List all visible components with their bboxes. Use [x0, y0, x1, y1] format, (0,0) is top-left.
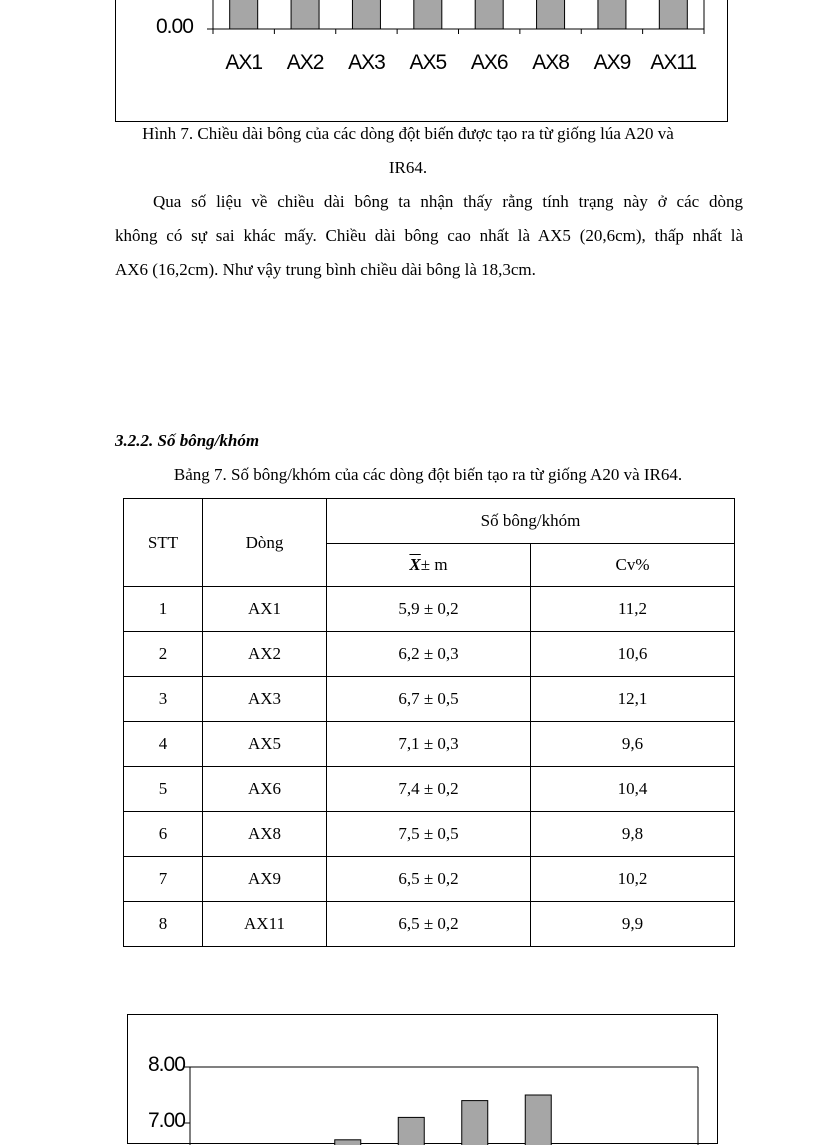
cell-cv: 9,6	[531, 722, 735, 767]
cell-stt: 4	[124, 722, 203, 767]
cell-mean: 6,7 ± 0,5	[327, 677, 531, 722]
x-tick-label: AX8	[532, 51, 569, 74]
cell-cv: 12,1	[531, 677, 735, 722]
x-tick-label: AX2	[286, 51, 324, 74]
bar	[414, 0, 442, 29]
x-tick-label: AX3	[348, 51, 385, 74]
figure-caption-line2: IR64.	[388, 158, 428, 177]
y-tick-label: 7.00	[148, 1109, 185, 1132]
cell-cv: 9,8	[531, 812, 735, 857]
figure-caption-line1: Hình 7. Chiều dài bông của các dòng đột biến được tạo ra từ giống lúa A20 và	[142, 124, 674, 143]
table-row	[124, 902, 735, 947]
table-row	[124, 587, 735, 632]
x-tick-label: AX5	[409, 51, 447, 74]
bar	[598, 0, 626, 29]
cell-stt: 7	[124, 857, 203, 902]
bar	[475, 0, 503, 29]
chart-plant-panicle-length	[115, 0, 728, 122]
chart-panicles-per-hill	[127, 1014, 718, 1144]
cell-dong: AX2	[203, 632, 327, 677]
cell-dong: AX8	[203, 812, 327, 857]
cell-stt: 3	[124, 677, 203, 722]
cell-cv: 11,2	[531, 587, 735, 632]
cell-dong: AX9	[203, 857, 327, 902]
cell-stt: 5	[124, 767, 203, 812]
header-cv: Cv%	[531, 544, 735, 587]
cell-mean: 6,2 ± 0,3	[327, 632, 531, 677]
x-tick-label: AX6	[470, 51, 508, 74]
paragraph-line1: Qua số liệu về chiều dài bông ta nhận thấy rằng tính trạng này ở các dòng	[153, 192, 743, 211]
cell-mean: 7,5 ± 0,5	[327, 812, 531, 857]
cell-mean: 7,4 ± 0,2	[327, 767, 531, 812]
bar	[230, 0, 258, 29]
cell-dong: AX1	[203, 587, 327, 632]
cell-cv: 9,9	[531, 902, 735, 947]
cell-stt: 6	[124, 812, 203, 857]
cell-dong: AX6	[203, 767, 327, 812]
table-row	[124, 767, 735, 812]
table-row	[124, 857, 735, 902]
x-tick-label: AX9	[593, 51, 631, 74]
cell-mean: 5,9 ± 0,2	[327, 587, 531, 632]
x-tick-label: AX11	[650, 51, 697, 74]
cell-stt: 2	[124, 632, 203, 677]
bar	[291, 0, 319, 29]
table-caption: Bảng 7. Số bông/khóm của các dòng đột biến tạo ra từ giống A20 và IR64.	[173, 465, 683, 484]
bar	[352, 0, 380, 29]
cell-stt: 8	[124, 902, 203, 947]
header-group: Số bông/khóm	[327, 499, 735, 544]
paragraph-line2: không có sự sai khác mấy. Chiều dài bông cao nhất là AX5 (20,6cm), thấp nhất là	[115, 226, 743, 245]
table-row	[124, 722, 735, 767]
bar	[398, 1117, 424, 1145]
section-heading: 3.2.2. Số bông/khóm	[115, 431, 260, 450]
table-row	[124, 677, 735, 722]
cell-cv: 10,4	[531, 767, 735, 812]
x-tick-label: AX1	[225, 51, 263, 74]
cell-cv: 10,2	[531, 857, 735, 902]
table-row	[124, 632, 735, 677]
bar	[525, 1095, 551, 1145]
cell-dong: AX5	[203, 722, 327, 767]
y-tick-label: 8.00	[148, 1053, 185, 1076]
header-dong: Dòng	[203, 499, 327, 587]
table-panicles-per-hill	[123, 498, 735, 947]
table-row	[124, 812, 735, 857]
header-mean	[327, 544, 531, 587]
y-tick-label: 0.00	[156, 15, 193, 38]
cell-mean: 6,5 ± 0,2	[327, 857, 531, 902]
cell-dong: AX11	[203, 902, 327, 947]
header-mean-rest: ± m	[420, 555, 448, 574]
cell-cv: 10,6	[531, 632, 735, 677]
xbar-symbol: $\overline{X}$	[409, 555, 421, 574]
bar	[537, 0, 565, 29]
paragraph-line3: AX6 (16,2cm). Như vậy trung bình chiều dài bông là 18,3cm.	[115, 260, 536, 279]
chart2-plot	[128, 1015, 719, 1145]
cell-mean: 7,1 ± 0,3	[327, 722, 531, 767]
cell-stt: 1	[124, 587, 203, 632]
bar	[335, 1140, 361, 1145]
bar	[659, 0, 687, 29]
header-stt: STT	[124, 499, 203, 587]
cell-dong: AX3	[203, 677, 327, 722]
cell-mean: 6,5 ± 0,2	[327, 902, 531, 947]
